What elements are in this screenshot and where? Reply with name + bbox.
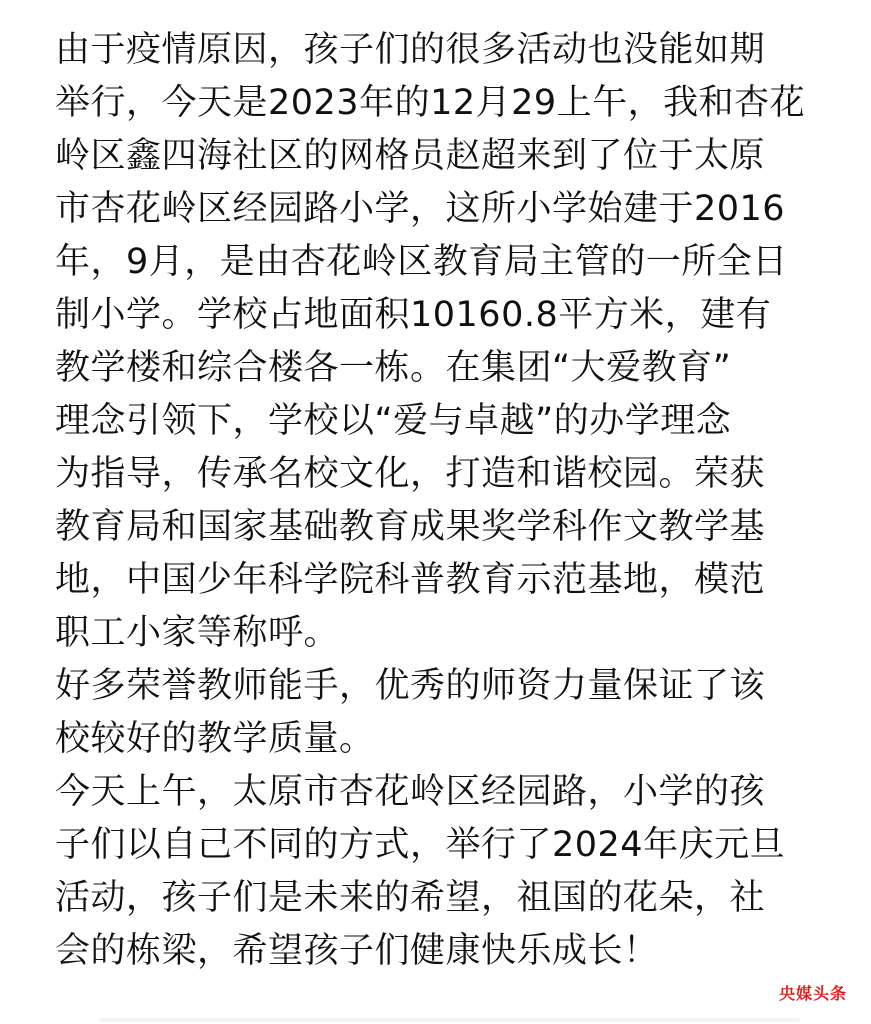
text-line: 理念引领下，学校以“爱与卓越”的办学理念 xyxy=(55,401,732,441)
text-line: 地，中国少年科学院科普教育示范基地，模范 xyxy=(55,560,766,600)
text-line: 好多荣誉教师能手，优秀的师资力量保证了该 xyxy=(55,666,766,706)
text-line: 活动，孩子们是未来的希望，祖国的花朵，社 xyxy=(55,878,766,918)
bottom-divider xyxy=(100,1018,800,1022)
text-line: 校较好的教学质量。 xyxy=(55,719,375,759)
text-line: 教育局和国家基础教育成果奖学科作文教学基 xyxy=(55,507,766,547)
text-line: 市杏花岭区经园路小学，这所小学始建于2016 xyxy=(55,189,786,229)
watermark-logo: 央媒头条 xyxy=(778,984,847,1003)
text-line: 教学楼和综合楼各一栋。在集团“大爱教育” xyxy=(55,348,732,388)
text-line: 年，9月，是由杏花岭区教育局主管的一所全日 xyxy=(55,242,788,282)
text-line: 会的栋梁，希望孩子们健康快乐成长！ xyxy=(55,931,659,971)
text-line: 今天上午，太原市杏花岭区经园路，小学的孩 xyxy=(55,772,766,812)
text-line: 为指导，传承名校文化，打造和谐校园。荣获 xyxy=(55,454,766,494)
text-line: 岭区鑫四海社区的网格员赵超来到了位于太原 xyxy=(55,136,766,176)
text-line: 职工小家等称呼。 xyxy=(55,613,340,653)
text-line: 举行，今天是2023年的12月29上午，我和杏花 xyxy=(55,83,806,123)
text-line: 由于疫情原因，孩子们的很多活动也没能如期 xyxy=(55,30,766,70)
text-line: 子们以自己不同的方式，举行了2024年庆元旦 xyxy=(55,825,786,865)
text-line: 制小学。学校占地面积10160.8平方米，建有 xyxy=(55,295,772,335)
